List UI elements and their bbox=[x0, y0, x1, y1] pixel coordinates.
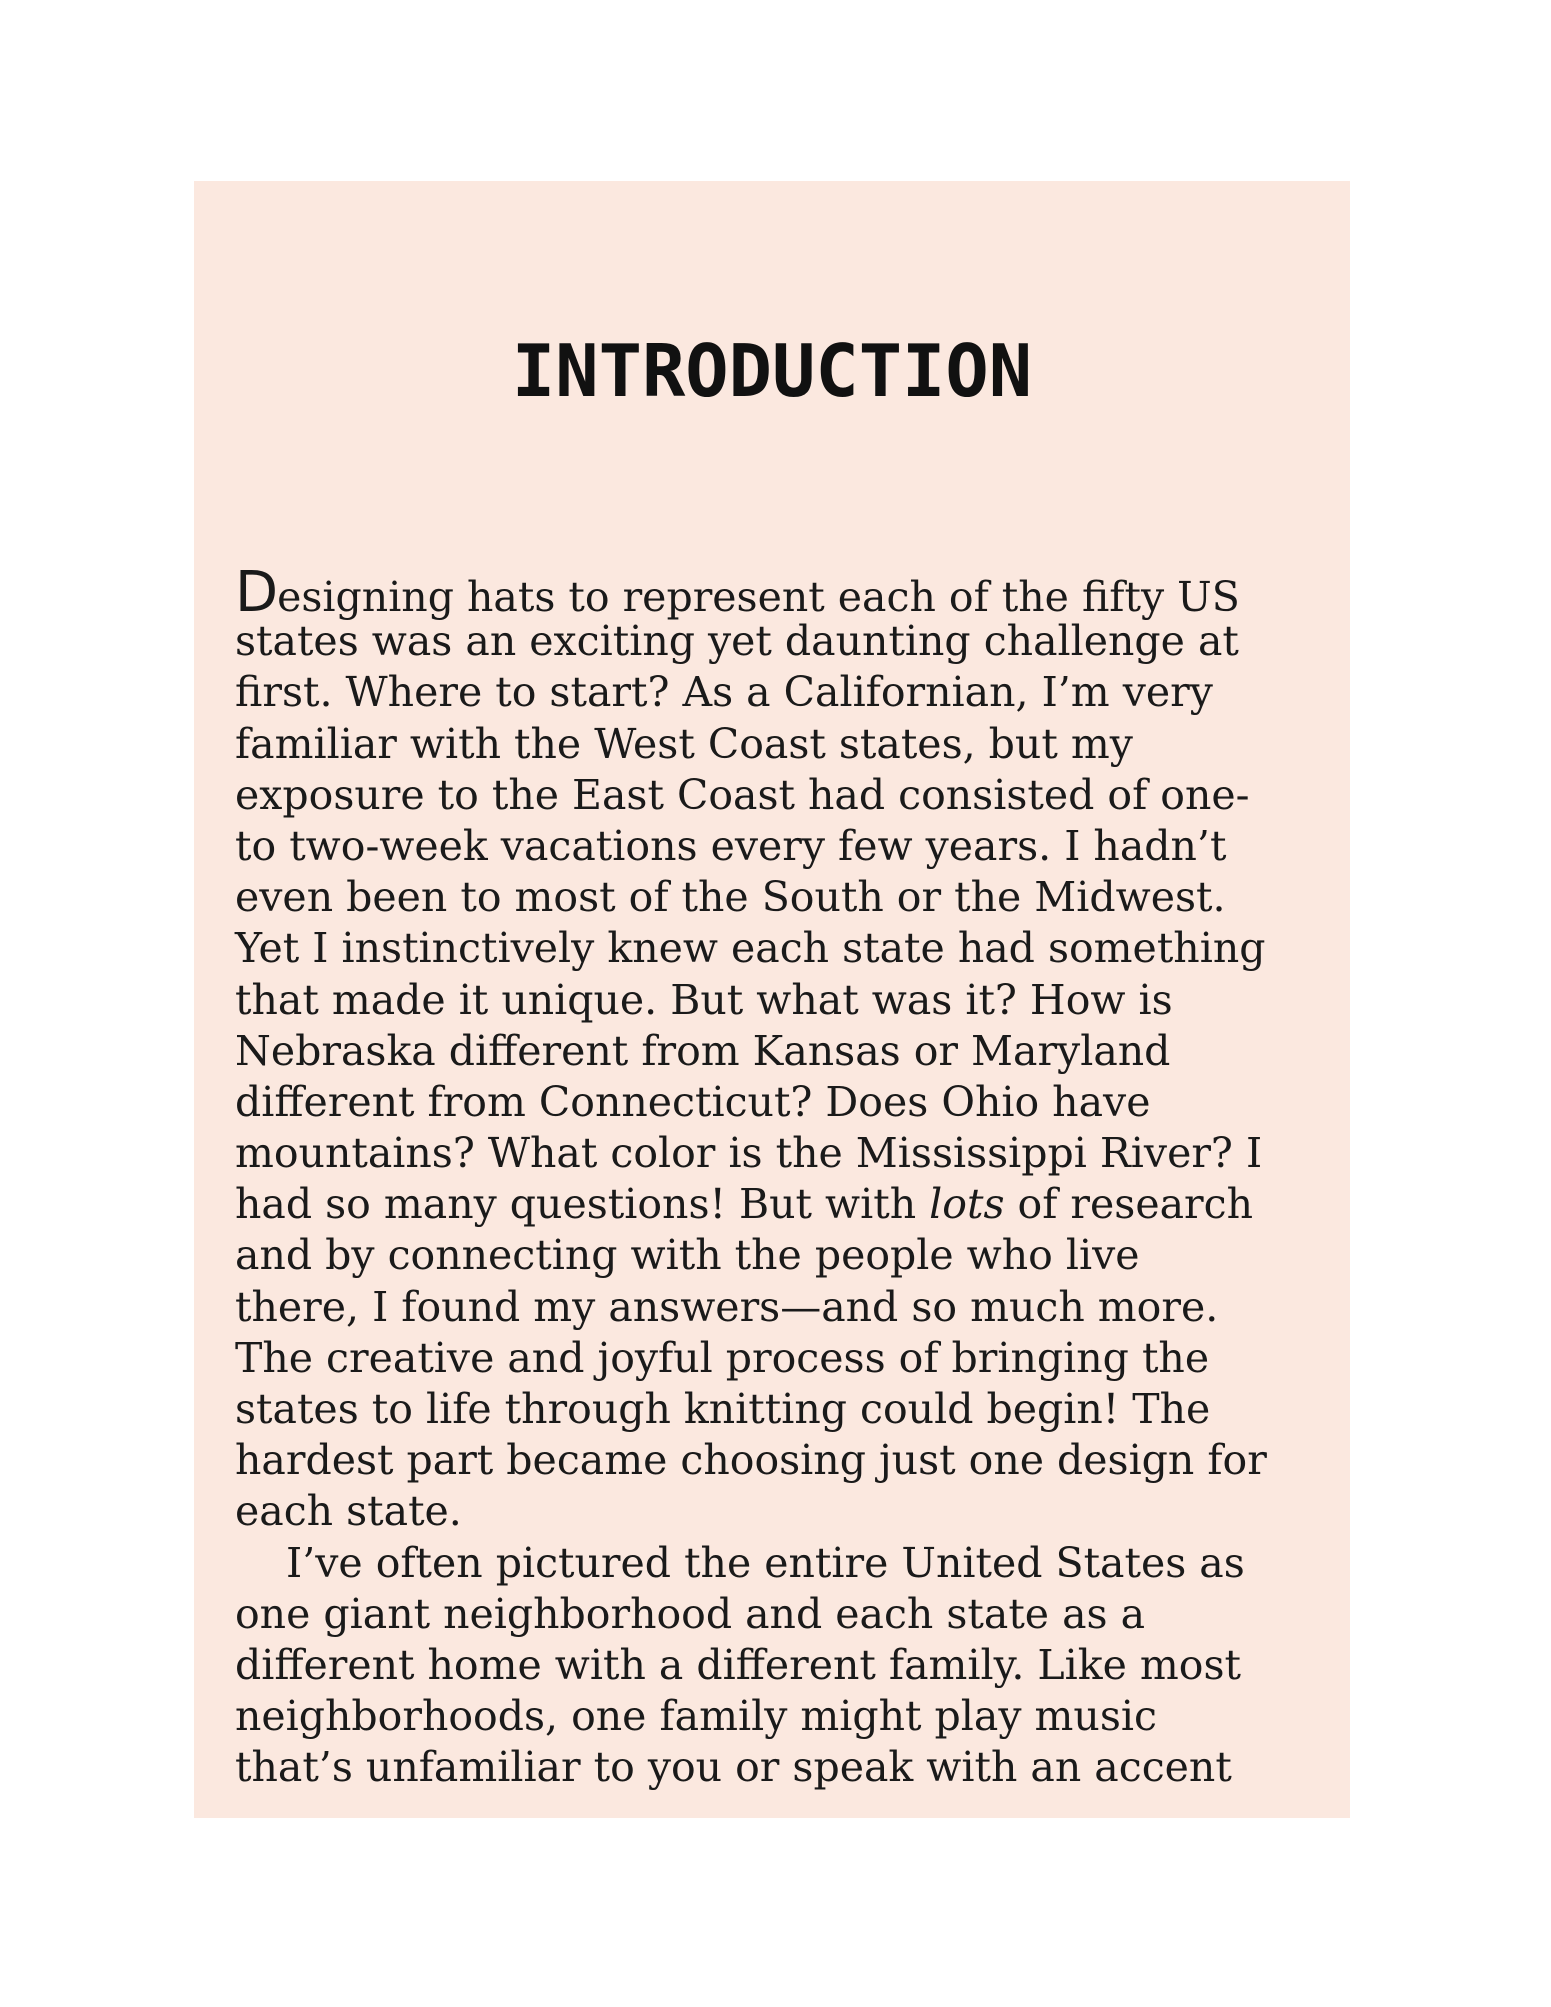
paragraph-1-line: that made it unique. But what was it? How is bbox=[235, 975, 1173, 1024]
paragraph-1-line: each state. bbox=[235, 1487, 462, 1536]
paragraph-2-line: different home with a different family. Like most bbox=[235, 1640, 1241, 1689]
paragraph-1-line: states was an exciting yet daunting challenge at bbox=[235, 617, 1239, 666]
italic-line-before: had so many questions! But with bbox=[235, 1180, 930, 1229]
paragraph-1-line: states to life through knitting could begin! The bbox=[235, 1385, 1211, 1433]
paragraph-2-line: neighborhoods, one family might play music bbox=[235, 1692, 1157, 1741]
paragraph-2-line: one giant neighborhood and each state as a bbox=[235, 1589, 1146, 1638]
drop-cap-initial: D bbox=[235, 560, 278, 625]
italic-line-after: of research bbox=[1004, 1180, 1254, 1229]
paragraph-1-line: mountains? What color is the Mississippi River? I bbox=[235, 1129, 1263, 1178]
paragraph-1-line: The creative and joyful process of bringing the bbox=[235, 1333, 1210, 1382]
paragraph-1-line: exposure to the East Coast had consisted of one- bbox=[235, 770, 1250, 819]
emphasized-word: lots bbox=[929, 1180, 1005, 1229]
paragraph-1-line: Yet I instinctively knew each state had something bbox=[235, 924, 1266, 973]
paragraph-1-line: to two-week vacations every few years. I hadn’t bbox=[235, 821, 1227, 870]
paragraph-1-line: even been to most of the South or the Midwest. bbox=[235, 873, 1226, 922]
paragraph-1-line-1 bbox=[235, 560, 1325, 625]
page-panel bbox=[194, 181, 1350, 1818]
paragraph-1-line-italic bbox=[235, 1179, 1325, 1230]
paragraph-1-line: first. Where to start? As a Californian, I’m very bbox=[235, 668, 1213, 717]
paragraph-1-line: different from Connecticut? Does Ohio have bbox=[235, 1077, 1151, 1126]
page-title: INTRODUCTION bbox=[511, 329, 1033, 413]
paragraph-1-line: and by connecting with the people who live bbox=[235, 1231, 1140, 1280]
paragraph-2-line: that’s unfamiliar to you or speak with an accent bbox=[235, 1743, 1232, 1792]
paragraph-1-line: Nebraska different from Kansas or Maryland bbox=[235, 1026, 1171, 1075]
paragraph-1-line-1-text: esigning hats to represent each of the fifty US bbox=[277, 573, 1240, 621]
paragraph-1-line: familiar with the West Coast states, but my bbox=[235, 719, 1133, 768]
paragraph-2-line-1: I’ve often pictured the entire United States as bbox=[286, 1538, 1245, 1587]
paragraph-1-line: there, I found my answers—and so much more. bbox=[235, 1282, 1219, 1331]
body-text bbox=[235, 560, 1325, 1794]
paragraph-1-line: hardest part became choosing just one design for bbox=[235, 1436, 1267, 1485]
